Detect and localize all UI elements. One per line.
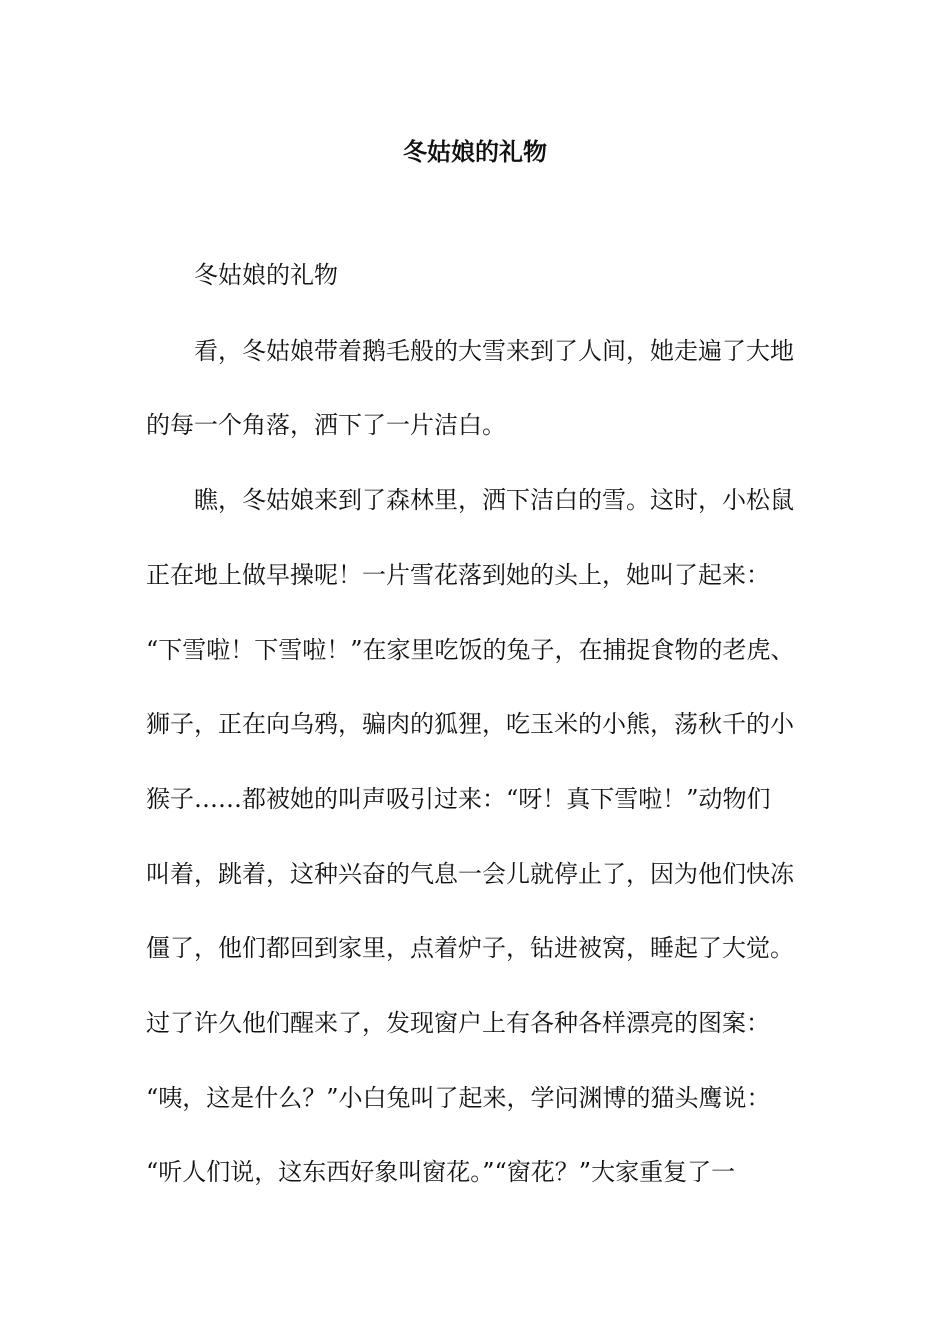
paragraph-line: 看，冬姑娘带着鹅毛般的大雪来到了人间，她走遍了大地 [194, 337, 794, 365]
paragraph-line: 瞧，冬姑娘来到了森林里，洒下洁白的雪。这时，小松鼠 [194, 486, 794, 514]
paragraph-line: 的每一个角落，洒下了一片洁白。 [146, 411, 506, 439]
paragraph-line: 叫着，跳着，这种兴奋的气息一会儿就停止了，因为他们快冻 [146, 860, 794, 888]
paragraph-line: 僵了，他们都回到家里，点着炉子，钻进被窝，睡起了大觉。 [146, 934, 794, 962]
subtitle-line: 冬姑娘的礼物 [194, 261, 338, 289]
paragraph-line: “咦，这是什么？”小白兔叫了起来，学问渊博的猫头鹰说： [146, 1084, 771, 1112]
paragraph-line: 狮子，正在向乌鸦，骗肉的狐狸，吃玉米的小熊，荡秋千的小 [146, 710, 794, 738]
paragraph-line: 过了许久他们醒来了，发现窗户上有各种各样漂亮的图案： [146, 1009, 770, 1037]
paragraph-line: 正在地上做早操呢！一片雪花落到她的头上，她叫了起来： [146, 561, 770, 589]
paragraph-line: “听人们说，这东西好象叫窗花。”“窗花？”大家重复了一 [146, 1158, 736, 1186]
paragraph-line: 猴子……都被她的叫声吸引过来：“呀！真下雪啦！”动物们 [146, 785, 771, 813]
paragraph-line: “下雪啦！下雪啦！”在家里吃饭的兔子，在捕捉食物的老虎、 [146, 636, 795, 664]
document-title: 冬姑娘的礼物 [403, 137, 547, 166]
